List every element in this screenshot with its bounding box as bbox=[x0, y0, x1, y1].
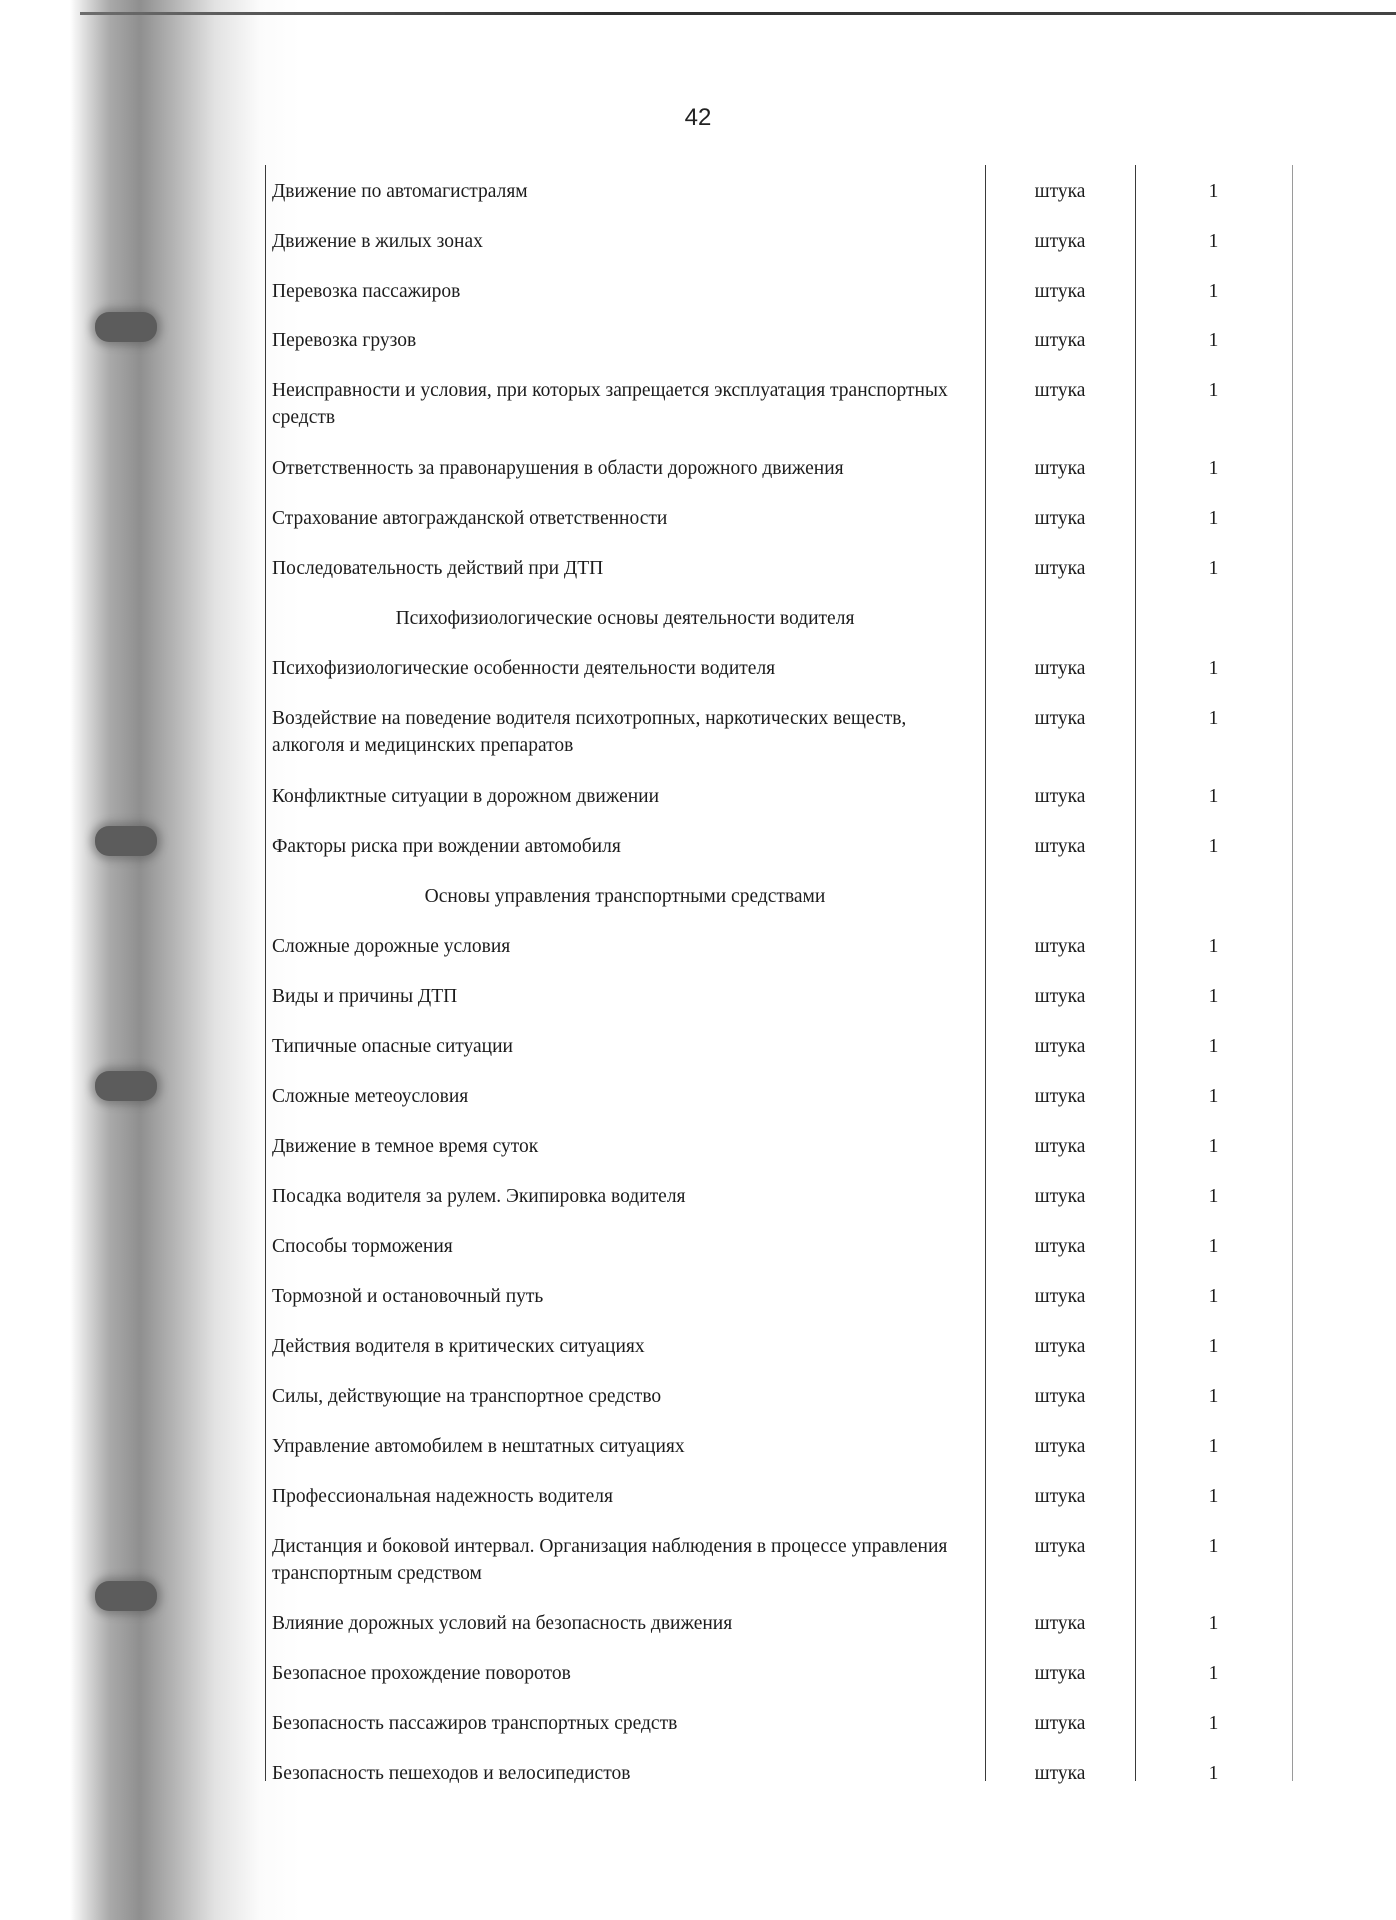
item-unit: штука bbox=[1034, 1486, 1086, 1507]
item-name: Действия водителя в критических ситуациях bbox=[272, 1336, 645, 1357]
item-name: Профессиональная надежность водителя bbox=[272, 1486, 613, 1507]
item-name: Движение по автомагистралям bbox=[272, 181, 528, 202]
item-name: Силы, действующие на транспортное средство bbox=[272, 1386, 662, 1407]
item-quantity: 1 bbox=[1208, 836, 1219, 857]
item-name: Конфликтные ситуации в дорожном движении bbox=[272, 786, 660, 807]
item-name: Последовательность действий при ДТП bbox=[272, 558, 604, 579]
item-unit: штука bbox=[1034, 508, 1086, 529]
item-unit: штука bbox=[1034, 1386, 1086, 1407]
item-unit: штука bbox=[1034, 458, 1086, 479]
item-quantity: 1 bbox=[1208, 231, 1219, 252]
item-quantity: 1 bbox=[1208, 786, 1219, 807]
item-name: Движение в жилых зонах bbox=[272, 231, 483, 252]
item-name: Типичные опасные ситуации bbox=[272, 1036, 513, 1057]
item-unit: штука bbox=[1034, 330, 1086, 351]
item-unit: штука bbox=[1034, 281, 1086, 302]
item-unit: штука bbox=[1034, 380, 1086, 401]
item-unit: штука bbox=[1034, 1713, 1086, 1734]
item-name: Виды и причины ДТП bbox=[272, 986, 458, 1007]
item-quantity: 1 bbox=[1208, 330, 1219, 351]
item-name: Движение в темное время суток bbox=[272, 1136, 539, 1157]
item-name: Способы торможения bbox=[272, 1236, 453, 1257]
item-unit: штука bbox=[1034, 658, 1086, 679]
item-name: Факторы риска при вождении автомобиля bbox=[272, 836, 621, 857]
item-quantity: 1 bbox=[1208, 658, 1219, 679]
item-name: Перевозка грузов bbox=[272, 330, 417, 351]
item-quantity: 1 bbox=[1208, 380, 1219, 401]
item-quantity: 1 bbox=[1208, 1486, 1219, 1507]
item-unit: штука bbox=[1034, 1536, 1086, 1557]
item-unit: штука bbox=[1034, 1763, 1086, 1784]
item-name: Сложные дорожные условия bbox=[272, 936, 511, 957]
item-unit: штука bbox=[1034, 1236, 1086, 1257]
item-name: Психофизиологические особенности деятельности водителя bbox=[272, 658, 776, 679]
item-quantity: 1 bbox=[1208, 1036, 1219, 1057]
item-quantity: 1 bbox=[1208, 1086, 1219, 1107]
item-unit: штука bbox=[1034, 1663, 1086, 1684]
item-name: Безопасное прохождение поворотов bbox=[272, 1663, 571, 1684]
item-quantity: 1 bbox=[1208, 1286, 1219, 1307]
item-quantity: 1 bbox=[1208, 558, 1219, 579]
item-quantity: 1 bbox=[1208, 1386, 1219, 1407]
item-name: Дистанция и боковой интервал. Организация наблюдения в процессе управления транспортным средством bbox=[272, 1536, 948, 1584]
item-unit: штука bbox=[1034, 1136, 1086, 1157]
item-name: Воздействие на поведение водителя психотропных, наркотических веществ, алкоголя и медицинских препаратов bbox=[272, 708, 907, 756]
item-unit: штука bbox=[1034, 936, 1086, 957]
item-name: Сложные метеоусловия bbox=[272, 1086, 469, 1107]
item-unit: штука bbox=[1034, 786, 1086, 807]
item-unit: штука bbox=[1034, 1436, 1086, 1457]
item-quantity: 1 bbox=[1208, 936, 1219, 957]
item-name: Перевозка пассажиров bbox=[272, 281, 461, 302]
item-name: Влияние дорожных условий на безопасность движения bbox=[272, 1613, 733, 1634]
item-quantity: 1 bbox=[1208, 1536, 1219, 1557]
item-unit: штука bbox=[1034, 708, 1086, 729]
item-quantity: 1 bbox=[1208, 458, 1219, 479]
item-name: Управление автомобилем в нештатных ситуациях bbox=[272, 1436, 685, 1457]
item-unit: штука bbox=[1034, 231, 1086, 252]
item-unit: штука bbox=[1034, 1613, 1086, 1634]
item-quantity: 1 bbox=[1208, 1336, 1219, 1357]
section-heading: Основы управления транспортными средствами bbox=[424, 886, 826, 907]
item-quantity: 1 bbox=[1208, 1713, 1219, 1734]
item-quantity: 1 bbox=[1208, 1613, 1219, 1634]
item-quantity: 1 bbox=[1208, 986, 1219, 1007]
item-name: Безопасность пассажиров транспортных средств bbox=[272, 1713, 678, 1734]
item-unit: штука bbox=[1034, 1036, 1086, 1057]
item-unit: штука bbox=[1034, 1336, 1086, 1357]
item-unit: штука bbox=[1034, 1286, 1086, 1307]
item-quantity: 1 bbox=[1208, 1136, 1219, 1157]
item-quantity: 1 bbox=[1208, 708, 1219, 729]
item-quantity: 1 bbox=[1208, 508, 1219, 529]
item-name: Безопасность пешеходов и велосипедистов bbox=[272, 1763, 631, 1784]
item-unit: штука bbox=[1034, 836, 1086, 857]
item-name: Тормозной и остановочный путь bbox=[272, 1286, 544, 1307]
item-unit: штука bbox=[1034, 181, 1086, 202]
item-quantity: 1 bbox=[1208, 181, 1219, 202]
item-quantity: 1 bbox=[1208, 1436, 1219, 1457]
item-name: Посадка водителя за рулем. Экипировка водителя bbox=[272, 1186, 686, 1207]
item-quantity: 1 bbox=[1208, 1186, 1219, 1207]
item-quantity: 1 bbox=[1208, 1663, 1219, 1684]
item-name: Ответственность за правонарушения в области дорожного движения bbox=[272, 458, 844, 479]
section-heading: Психофизиологические основы деятельности водителя bbox=[395, 608, 855, 629]
item-quantity: 1 bbox=[1208, 281, 1219, 302]
item-unit: штука bbox=[1034, 1186, 1086, 1207]
page-number: 42 bbox=[684, 104, 712, 131]
item-name: Страхование автогражданской ответственности bbox=[272, 508, 668, 529]
item-quantity: 1 bbox=[1208, 1236, 1219, 1257]
item-name: Неисправности и условия, при которых запрещается эксплуатация транспортных средств bbox=[272, 380, 948, 428]
item-unit: штука bbox=[1034, 558, 1086, 579]
item-quantity: 1 bbox=[1208, 1763, 1219, 1784]
item-unit: штука bbox=[1034, 986, 1086, 1007]
item-unit: штука bbox=[1034, 1086, 1086, 1107]
